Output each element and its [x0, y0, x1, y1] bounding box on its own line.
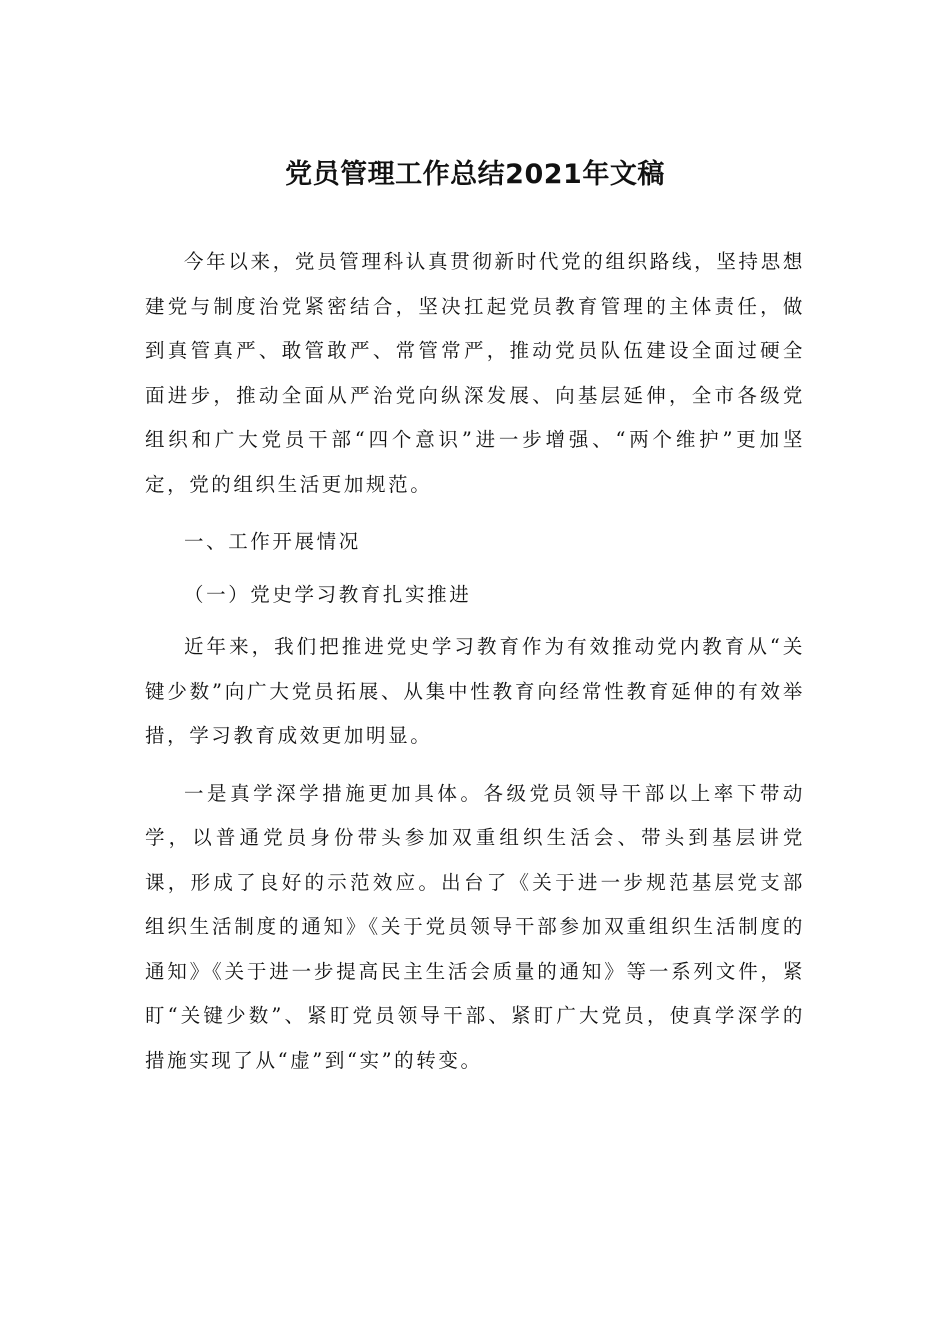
document-body: [145, 240, 805, 1083]
intro-paragraph: 今年以来，党员管理科认真贯彻新时代党的组织路线，坚持思想建党与制度治党紧密结合，坚决扛起党员教育管理的主体责任，做到真管真严、敢管敢严、常管常严，推动党员队伍建设全面过硬全面进步，推动全面从严治党向纵深发展、向基层延伸，全市各级党组织和广大党员干部“四个意识”进一步增强、“两个维护”更加坚定，党的组织生活更加规范。: [145, 250, 805, 496]
document-title: 党员管理工作总结2021年文稿: [285, 159, 665, 190]
body-paragraph: 近年来，我们把推进党史学习教育作为有效推动党内教育从“关键少数”向广大党员拓展、从集中性教育向经常性教育延伸的有效举措，学习教育成效更加明显。: [145, 635, 805, 747]
body-paragraph: 一是真学深学措施更加具体。各级党员领导干部以上率下带动学，以普通党员身份带头参加双重组织生活会、带头到基层讲党课，形成了良好的示范效应。出台了《关于进一步规范基层党支部组织生活制度的通知》《关于党员领导干部参加双重组织生活制度的通知》《关于进一步提高民主生活会质量的通知》等一系列文件，紧盯“关键少数”、紧盯党员领导干部、紧盯广大党员，使真学深学的措施实现了从“虚”到“实”的转变。: [145, 781, 805, 1072]
section-heading: 一、工作开展情况: [184, 530, 361, 553]
subsection-heading: （一）党史学习教育扎实推进: [184, 582, 472, 606]
